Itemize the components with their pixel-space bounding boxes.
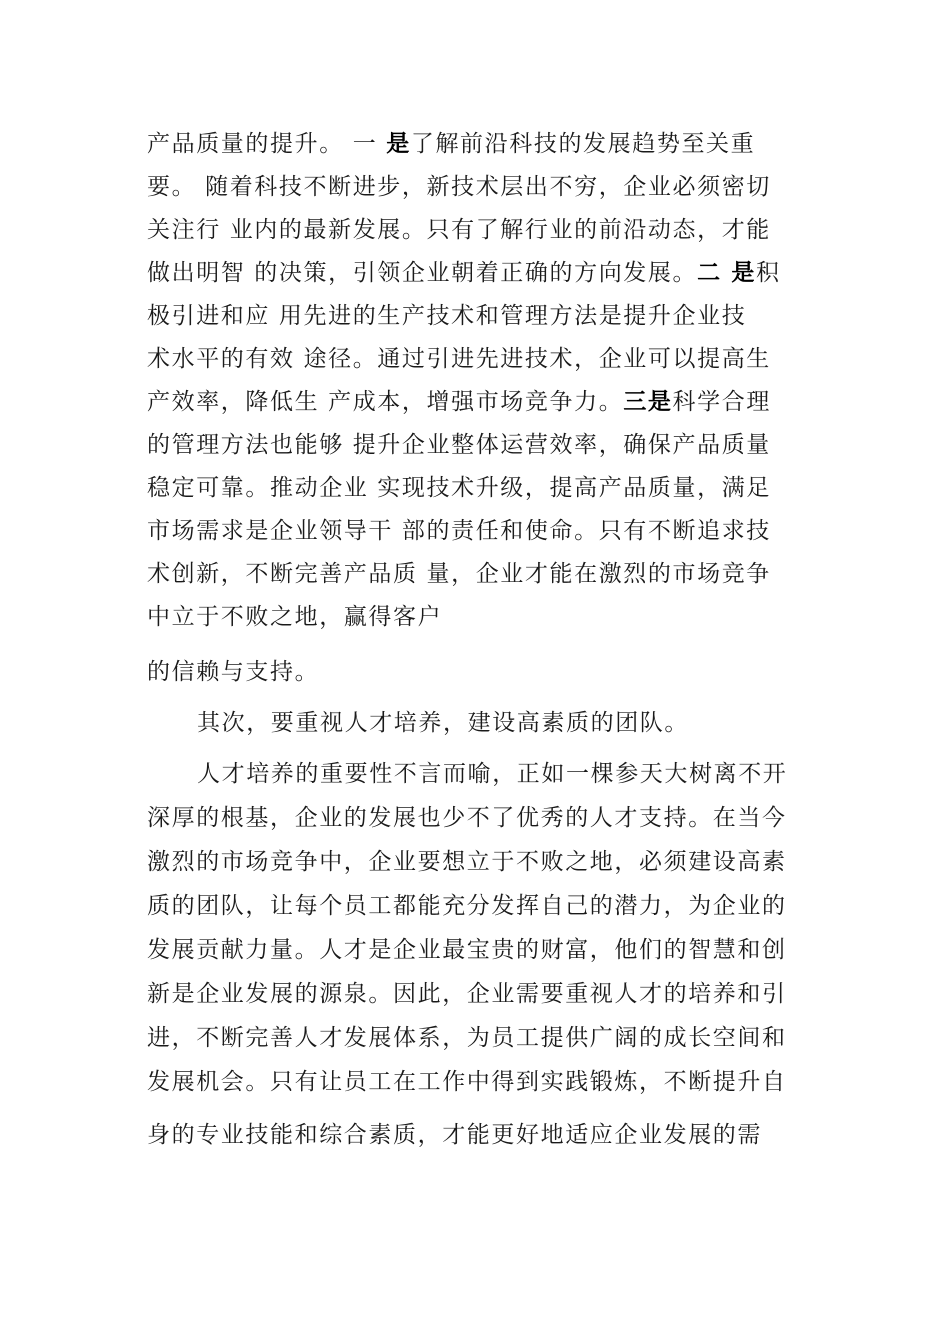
text-line: 要。 随着科技不断进步，新技术层出不穷，企业必须密切 (147, 174, 771, 200)
paragraph-line: 新是企业发展的源泉。因此，企业需要重视人才的培养和引 (147, 981, 787, 1007)
text-line (147, 387, 771, 417)
emphasis-label: 二 是 (697, 259, 756, 286)
text-line: 术水平的有效 途径。通过引进先进技术，企业可以提高生 (147, 346, 771, 372)
text-line: 关注行 业内的最新发展。只有了解行业的前沿动态，才能 (147, 217, 771, 243)
paragraph-line: 发展贡献力量。人才是企业最宝贵的财富，他们的智慧和创 (147, 937, 787, 963)
paragraph-line: 进，不断完善人才发展体系，为员工提供广阔的成长空间和 (147, 1025, 787, 1051)
paragraph-line: 深厚的根基，企业的发展也少不了优秀的人才支持。在当今 (147, 805, 787, 831)
paragraph-line: 质的团队，让每个员工都能充分发挥自己的潜力，为企业的 (147, 893, 787, 919)
paragraph-line: 激烈的市场竞争中，企业要想立于不败之地，必须建设高素 (147, 849, 787, 875)
emphasis-label: 三是 (623, 388, 673, 415)
text-span: 产效率，降低生 产成本，增强市场竞争力。 (147, 389, 624, 415)
text-line: 中立于不败之地，赢得客户 (147, 604, 443, 630)
text-span: 做出明智 的决策，引领企业朝着正确的方向发展。 (147, 260, 698, 286)
text-line: 极引进和应 用先进的生产技术和管理方法是提升企业技 (147, 303, 747, 329)
text-line: 的信赖与支持。 (147, 659, 320, 685)
section-heading: 其次，要重视人才培养，建设高素质的团队。 (197, 710, 689, 736)
text-span: 了解前沿科技的发展趋势至关重 (410, 131, 756, 157)
text-line (147, 129, 755, 159)
paragraph-line: 发展机会。只有让员工在工作中得到实践锻炼，不断提升自 (147, 1069, 787, 1095)
text-span: 产品质量的提升。 一 (147, 131, 387, 157)
text-line: 市场需求是企业领导干 部的责任和使命。只有不断追求技 (147, 518, 771, 544)
text-span: 科学合理 (672, 389, 771, 415)
text-span: 积 (755, 260, 781, 286)
paragraph-line: 身的专业技能和综合素质，才能更好地适应企业发展的需 (147, 1122, 762, 1148)
text-line: 术创新，不断完善产品质 量，企业才能在激烈的市场竞争 (147, 561, 771, 587)
emphasis-label: 是 (386, 130, 411, 157)
paragraph-line: 人才培养的重要性不言而喻，正如一棵参天大树离不开 (197, 761, 788, 787)
text-line: 的管理方法也能够 提升企业整体运营效率，确保产品质量 (147, 432, 771, 458)
text-line (147, 258, 781, 288)
text-line: 稳定可靠。推动企业 实现技术升级，提高产品质量，满足 (147, 475, 771, 501)
